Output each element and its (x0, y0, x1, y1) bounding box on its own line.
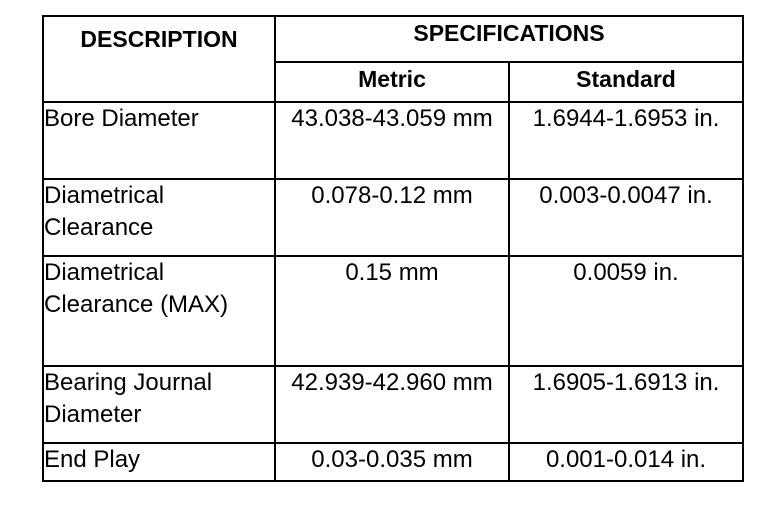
row-metric-text: 0.03-0.035 mm (311, 446, 473, 473)
table-row (43, 256, 743, 366)
row-standard-text: 0.001-0.014 in. (545, 446, 707, 473)
row-metric-text: 43.038-43.059 mm (291, 105, 493, 132)
row-metric (275, 443, 509, 481)
specifications-header: SPECIFICATIONS (275, 16, 743, 62)
row-description (43, 366, 275, 443)
metric-header: Metric (275, 62, 509, 102)
row-description (43, 256, 275, 366)
specifications-table (42, 15, 744, 482)
row-metric-text: 0.15 mm (345, 259, 439, 286)
row-description-text: End Play (44, 446, 141, 473)
row-description-text: Bearing Journal Diameter (44, 369, 213, 428)
row-standard (509, 443, 743, 481)
table-row (43, 102, 743, 179)
standard-header: Standard (509, 62, 743, 102)
row-metric (275, 102, 509, 179)
row-description (43, 179, 275, 256)
row-description-text: Diametrical Clearance (MAX) (44, 259, 229, 318)
row-standard-text: 1.6905-1.6913 in. (532, 369, 720, 396)
row-standard (509, 179, 743, 256)
row-metric (275, 256, 509, 366)
row-standard (509, 102, 743, 179)
row-standard-text: 1.6944-1.6953 in. (532, 105, 720, 132)
row-metric (275, 366, 509, 443)
row-description-text: Diametrical Clearance (44, 182, 165, 241)
table-row (43, 366, 743, 443)
description-header: DESCRIPTION (43, 16, 275, 102)
row-metric (275, 179, 509, 256)
row-standard-text: 0.0059 in. (573, 259, 679, 286)
row-standard (509, 256, 743, 366)
row-description (43, 443, 275, 481)
row-standard (509, 366, 743, 443)
row-metric-text: 42.939-42.960 mm (291, 369, 493, 396)
table-row (43, 443, 743, 481)
row-standard-text: 0.003-0.0047 in. (539, 182, 713, 209)
row-description (43, 102, 275, 179)
header-row-top (43, 16, 743, 62)
row-metric-text: 0.078-0.12 mm (311, 182, 473, 209)
row-description-text: Bore Diameter (44, 105, 199, 132)
table-row (43, 179, 743, 256)
